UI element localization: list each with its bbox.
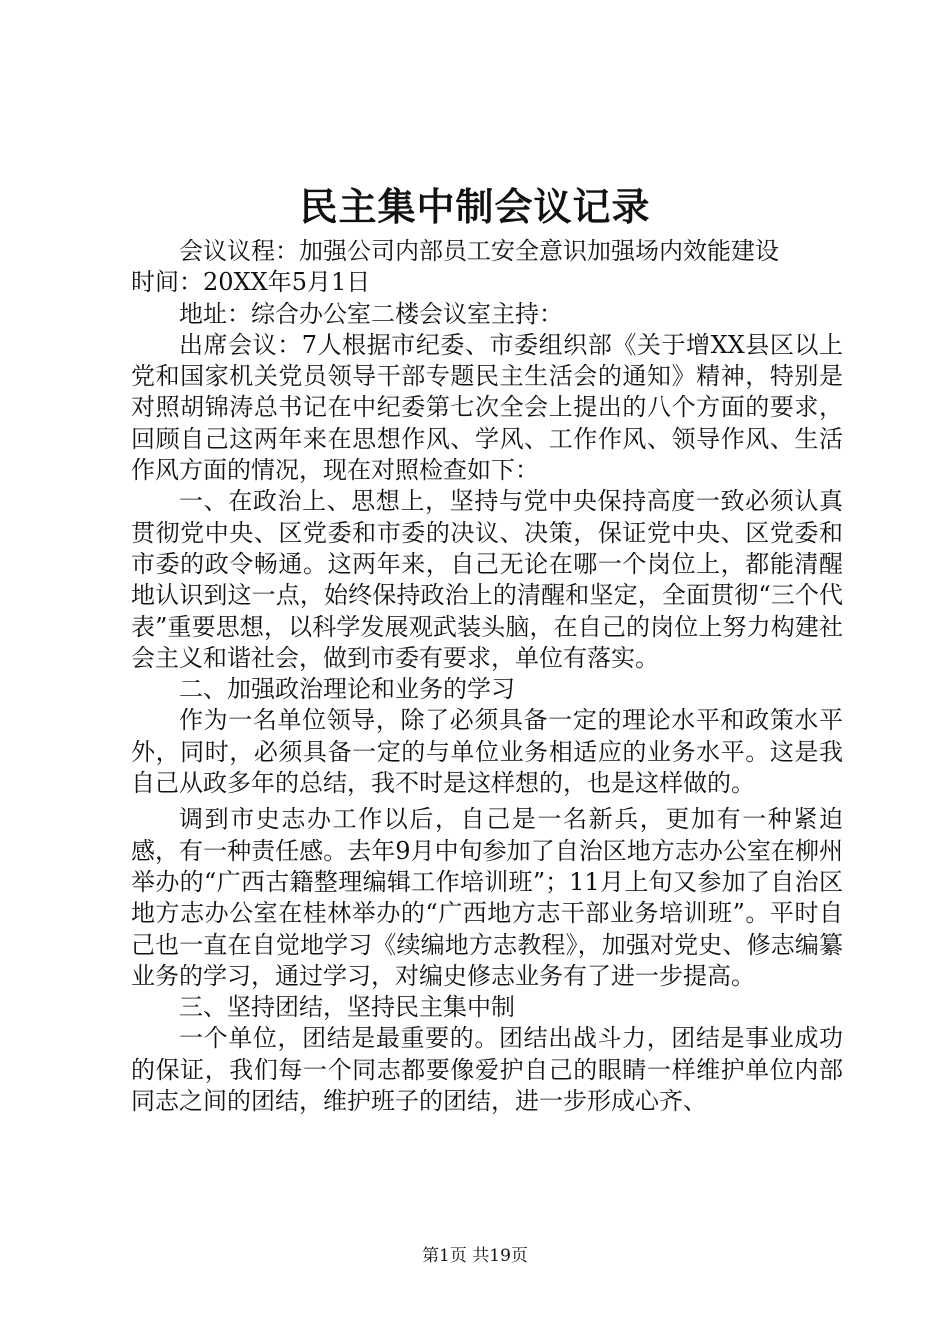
heading-section-two: 二、加强政治理论和业务的学习 [179, 675, 515, 704]
heading-section-three: 三、坚持团结，坚持民主集中制 [179, 993, 515, 1022]
document-body [131, 236, 843, 1117]
paragraph-agenda: 会议议程：加强公司内部员工安全意识加强场内效能建设 [179, 237, 779, 265]
paragraph-attendance: 出席会议：7人根据市纪委、市委组织部《关于增XX县区以上党和国家机关党员领导干部专题民主生活会的通知》精神，特别是对照胡锦涛总书记在中纪委第七次全会上提出的八个方面的要求，回顾自己这两年来在思想作风、学风、工作作风、领导作风、生活作风方面的情况，现在对照检查如下： [131, 330, 843, 485]
paragraph-location: 地址：综合办公室二楼会议室主持： [179, 299, 563, 328]
paragraph-section-one: 一、在政治上、思想上，坚持与党中央保持高度一致必须认真贯彻党中央、区党委和市委的决议、决策，保证党中央、区党委和市委的政令畅通。这两年来，自己无论在哪一个岗位上，都能清醒地认识到这一点，始终保持政治上的清醒和坚定，全面贯彻“三个代表”重要思想，以科学发展观武装头脑，在自己的岗位上努力构建社会主义和谐社会，做到市委有要求，单位有落实。 [131, 487, 843, 672]
document-title: 民主集中制会议记录 [299, 184, 651, 229]
paragraph-study-detail: 调到市史志办工作以后，自己是一名新兵，更加有一种紧迫感，有一种责任感。去年9月中旬参加了自治区地方志办公室在柳州举办的“广西古籍整理编辑工作培训班”；11月上旬又参加了自治区地方志办公室在桂林举办的“广西地方志干部业务培训班”。平时自己也一直在自觉地学习《续编地方志教程》，加强对党史、修志编纂业务的学习，通过学习，对编史修志业务有了进一步提高。 [131, 805, 843, 990]
paragraph-unity: 一个单位，团结是最重要的。团结出战斗力，团结是事业成功的保证，我们每一个同志都要像爱护自己的眼睛一样维护单位内部同志之间的团结，维护班子的团结，进一步形成心齐、 [131, 1024, 843, 1116]
page-number-footer: 第1页 共19页 [422, 1246, 528, 1266]
paragraph-time: 时间：20XX年5月1日 [131, 268, 371, 297]
paragraph-study-intro: 作为一名单位领导，除了必须具备一定的理论水平和政策水平外，同时，必须具备一定的与单位业务相适应的业务水平。这是我自己从政多年的总结，我不时是这样想的，也是这样做的。 [131, 706, 843, 798]
